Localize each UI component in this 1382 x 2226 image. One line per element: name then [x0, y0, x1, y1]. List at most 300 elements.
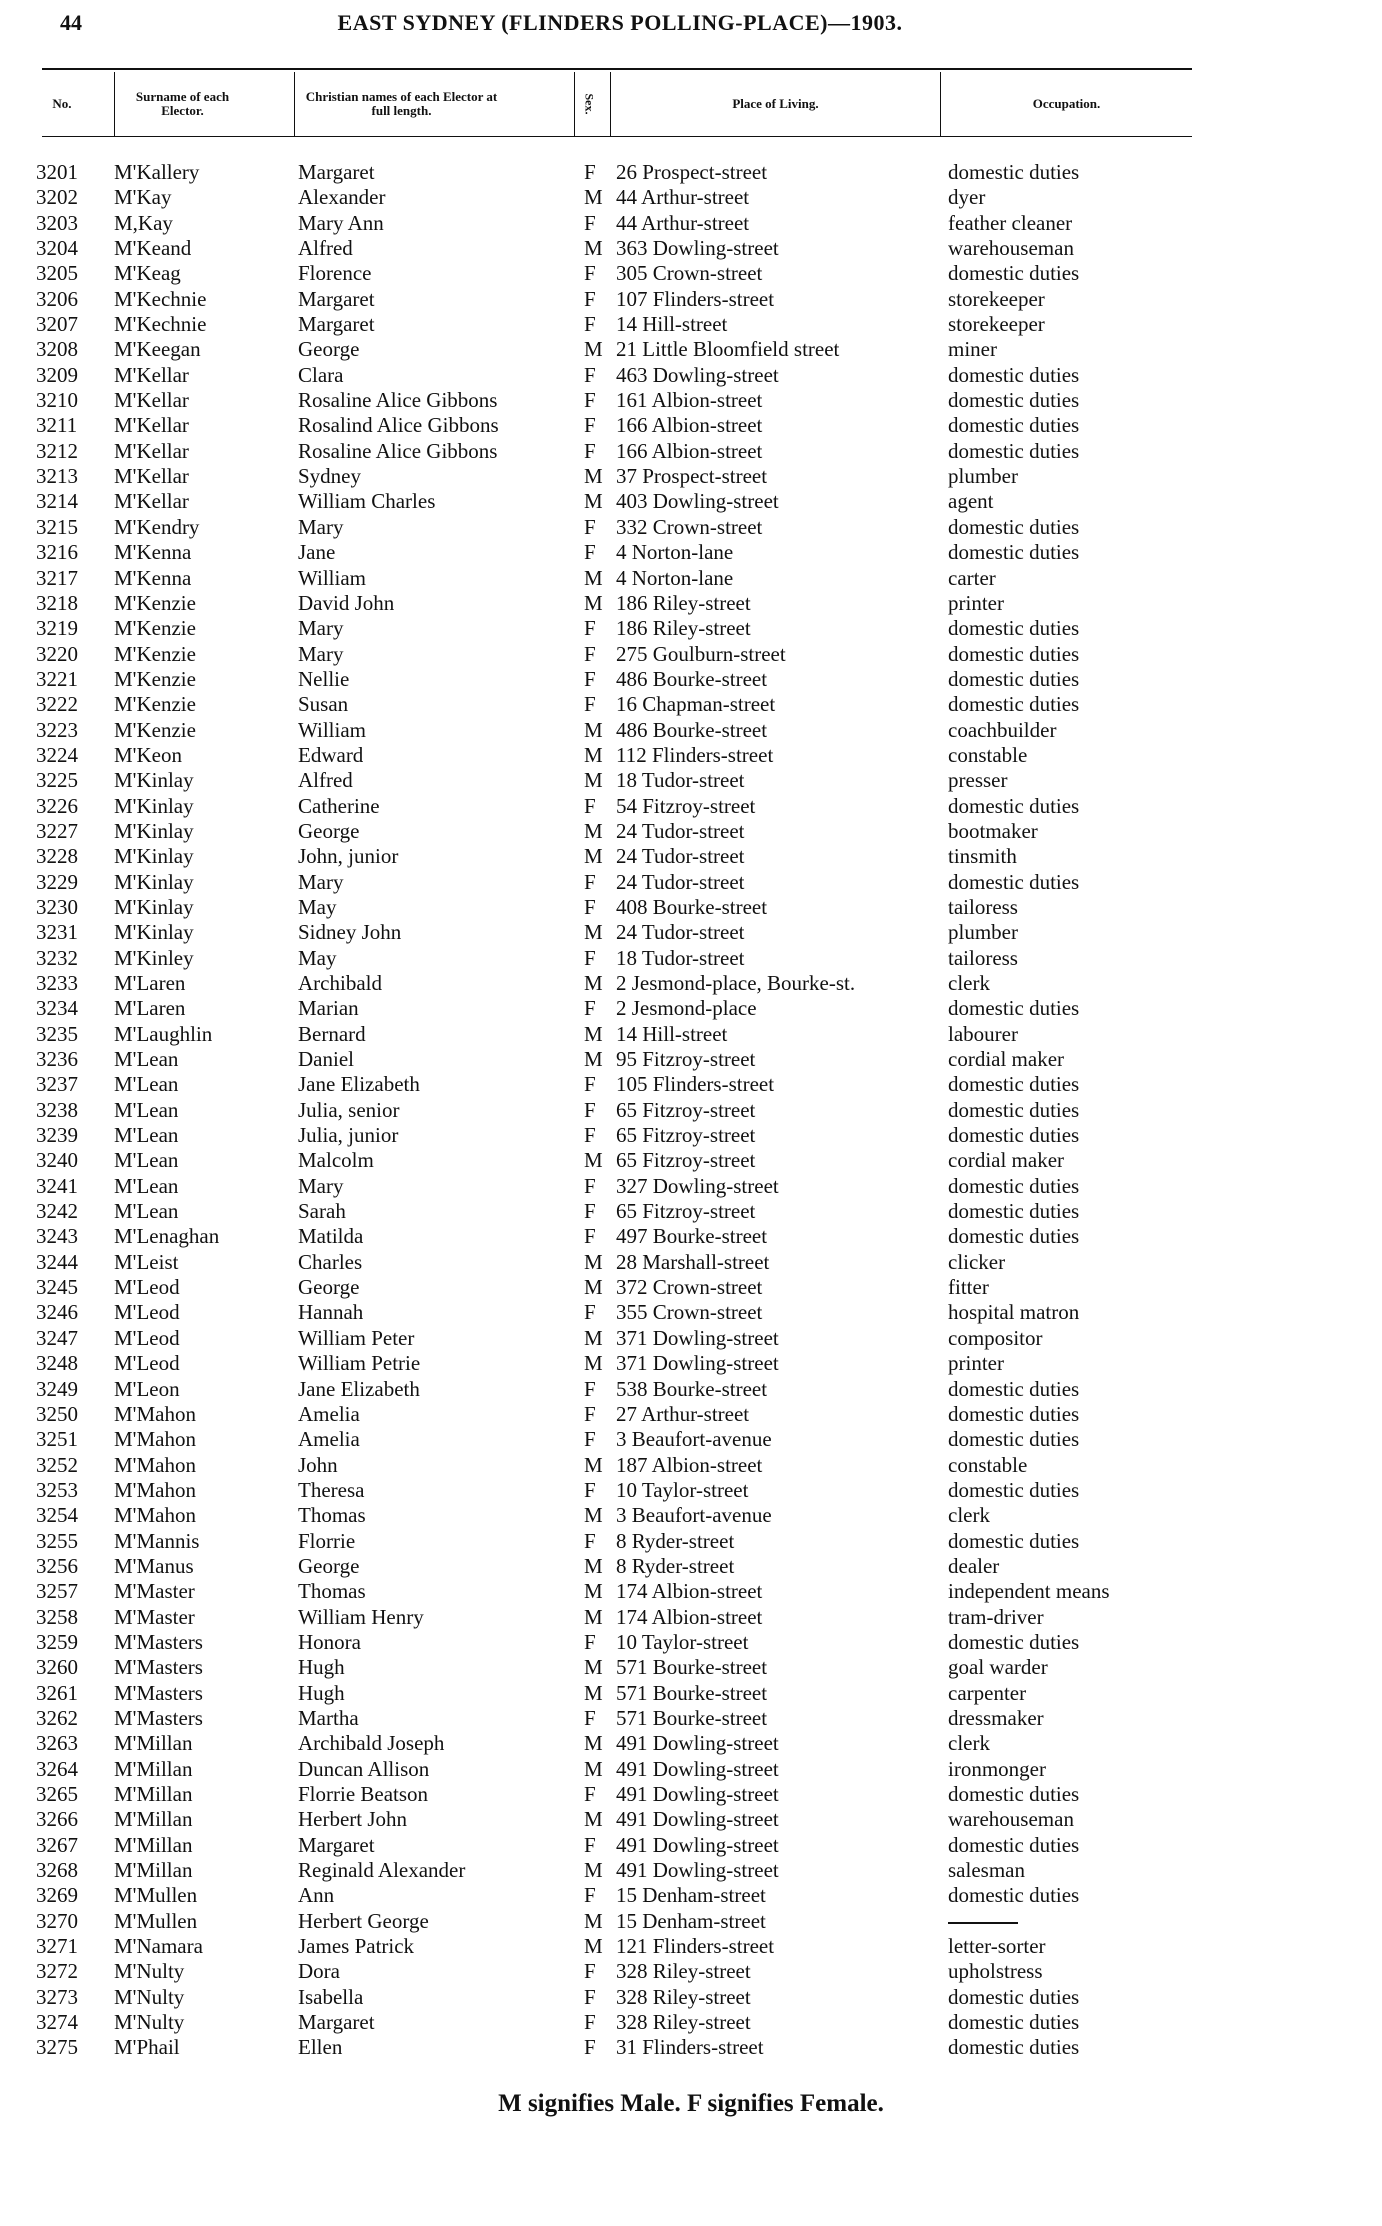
elector-christian-names: Martha — [298, 1705, 359, 1730]
elector-sex: F — [584, 312, 596, 337]
elector-occupation: domestic duties — [948, 1376, 1080, 1401]
elector-christian-names: Sarah — [298, 1199, 346, 1224]
elector-number: 3212 — [36, 438, 78, 463]
elector-occupation: clerk — [948, 1731, 990, 1756]
elector-number: 3222 — [36, 692, 78, 717]
elector-place-of-living: 10 Taylor-street — [616, 1629, 749, 1654]
elector-surname: M'Masters — [114, 1655, 203, 1680]
elector-number: 3269 — [36, 1883, 78, 1908]
table-row — [0, 287, 1382, 312]
elector-christian-names: William Peter — [298, 1325, 415, 1350]
elector-christian-names: Jane Elizabeth — [298, 1072, 420, 1097]
elector-occupation: bootmaker — [948, 818, 1038, 843]
elector-place-of-living: 328 Riley-street — [616, 2010, 751, 2035]
elector-occupation: domestic duties — [948, 1984, 1080, 2009]
elector-surname: M'Kellar — [114, 438, 189, 463]
elector-sex: F — [584, 1376, 596, 1401]
elector-christian-names: Marian — [298, 996, 359, 1021]
elector-surname: M'Leod — [114, 1325, 180, 1350]
elector-christian-names: Bernard — [298, 1021, 366, 1046]
elector-christian-names: Hugh — [298, 1655, 345, 1680]
elector-place-of-living: 24 Tudor-street — [616, 869, 745, 894]
elector-occupation: domestic duties — [948, 666, 1080, 691]
elector-sex: M — [584, 185, 603, 210]
footer-legend: M signifies Male. F signifies Female. — [498, 2090, 884, 2117]
table-row — [0, 261, 1382, 286]
elector-sex: F — [584, 692, 596, 717]
elector-surname: M'Keegan — [114, 337, 201, 362]
elector-surname: M'Masters — [114, 1680, 203, 1705]
elector-surname: M'Nulty — [114, 1959, 185, 1984]
elector-surname: M'Laren — [114, 996, 186, 1021]
elector-occupation: domestic duties — [948, 1401, 1080, 1426]
elector-occupation: salesman — [948, 1858, 1025, 1883]
elector-surname: M'Kenzie — [114, 616, 196, 641]
elector-sex: M — [584, 1047, 603, 1072]
elector-christian-names: William Henry — [298, 1604, 424, 1629]
elector-christian-names: Jane — [298, 540, 336, 565]
elector-surname: M'Mahon — [114, 1477, 196, 1502]
elector-number: 3214 — [36, 489, 78, 514]
elector-christian-names: George — [298, 818, 360, 843]
blank-dash — [948, 1922, 1018, 1924]
elector-sex: F — [584, 2010, 596, 2035]
elector-occupation: cordial maker — [948, 1047, 1065, 1072]
elector-place-of-living: 112 Flinders-street — [616, 742, 774, 767]
elector-place-of-living: 24 Tudor-street — [616, 818, 745, 843]
elector-christian-names: William — [298, 717, 366, 742]
table-row — [0, 566, 1382, 591]
elector-occupation: dyer — [948, 185, 986, 210]
elector-number: 3249 — [36, 1376, 78, 1401]
elector-sex: F — [584, 388, 596, 413]
elector-sex: F — [584, 1477, 596, 1502]
elector-christian-names: Sydney — [298, 464, 361, 489]
elector-number: 3219 — [36, 616, 78, 641]
elector-place-of-living: 408 Bourke-street — [616, 894, 768, 919]
elector-place-of-living: 18 Tudor-street — [616, 768, 745, 793]
elector-place-of-living: 8 Ryder-street — [616, 1553, 735, 1578]
elector-surname: M'Kellar — [114, 362, 189, 387]
elector-surname: M'Kinlay — [114, 793, 194, 818]
elector-christian-names: Thomas — [298, 1579, 366, 1604]
elector-christian-names: Archibald — [298, 971, 382, 995]
elector-christian-names: Clara — [298, 362, 344, 387]
elector-place-of-living: 107 Flinders-street — [616, 286, 775, 311]
elector-sex: F — [584, 413, 596, 438]
elector-number: 3252 — [36, 1452, 78, 1477]
elector-occupation: domestic duties — [948, 1173, 1080, 1198]
elector-number: 3228 — [36, 844, 78, 869]
elector-occupation: domestic duties — [948, 793, 1080, 818]
elector-occupation: letter-sorter — [948, 1934, 1046, 1959]
elector-number: 3215 — [36, 514, 78, 539]
elector-sex: M — [584, 1934, 603, 1959]
elector-place-of-living: 3 Beaufort-avenue — [616, 1427, 772, 1452]
elector-place-of-living: 21 Little Bloomfield street — [616, 337, 840, 362]
elector-surname: M'Kellar — [114, 388, 189, 413]
elector-occupation: domestic duties — [948, 2010, 1080, 2035]
elector-place-of-living: 187 Albion-street — [616, 1452, 763, 1477]
elector-sex: F — [584, 210, 596, 235]
elector-surname: M'Manus — [114, 1553, 194, 1578]
elector-occupation: warehouseman — [948, 1807, 1074, 1832]
elector-sex: M — [584, 337, 603, 362]
table-row — [0, 819, 1382, 844]
table-row — [0, 692, 1382, 717]
table-row — [0, 1123, 1382, 1148]
elector-number: 3275 — [36, 2035, 78, 2060]
elector-place-of-living: 14 Hill-street — [616, 312, 728, 337]
elector-occupation: domestic duties — [948, 1224, 1080, 1249]
table-row — [0, 768, 1382, 793]
elector-christian-names: Margaret — [298, 312, 375, 337]
elector-place-of-living: 65 Fitzroy-street — [616, 1097, 756, 1122]
elector-surname: M'Namara — [114, 1934, 203, 1959]
elector-occupation: carter — [948, 565, 996, 590]
elector-number: 3220 — [36, 641, 78, 666]
table-row — [0, 236, 1382, 261]
page-number: 44 — [60, 10, 82, 35]
elector-number: 3231 — [36, 920, 78, 945]
elector-place-of-living: 54 Fitzroy-street — [616, 793, 756, 818]
elector-sex: F — [584, 996, 596, 1021]
elector-occupation: feather cleaner — [948, 210, 1073, 235]
elector-occupation: domestic duties — [948, 616, 1080, 641]
elector-sex: F — [584, 869, 596, 894]
elector-sex: M — [584, 1452, 603, 1477]
table-row — [0, 895, 1382, 920]
elector-number: 3229 — [36, 869, 78, 894]
table-row — [0, 1300, 1382, 1325]
elector-christian-names: Duncan Allison — [298, 1756, 430, 1781]
table-row — [0, 1959, 1382, 1984]
elector-surname: M'Mahon — [114, 1401, 196, 1426]
table-row — [0, 1934, 1382, 1959]
table-row — [0, 1731, 1382, 1756]
elector-surname: M'Millan — [114, 1756, 193, 1781]
elector-place-of-living: 571 Bourke-street — [616, 1705, 768, 1730]
elector-sex: M — [584, 1275, 603, 1300]
elector-sex: M — [584, 1553, 603, 1578]
elector-sex: M — [584, 742, 603, 767]
table-row — [0, 1174, 1382, 1199]
elector-surname: M'Millan — [114, 1731, 193, 1756]
elector-place-of-living: 44 Arthur-street — [616, 210, 750, 235]
elector-place-of-living: 8 Ryder-street — [616, 1528, 735, 1553]
elector-surname: M'Kinlay — [114, 818, 194, 843]
elector-number: 3255 — [36, 1528, 78, 1553]
elector-number: 3253 — [36, 1477, 78, 1502]
table-row — [0, 1072, 1382, 1097]
elector-christian-names: Alfred — [298, 236, 353, 261]
elector-number: 3271 — [36, 1934, 78, 1959]
elector-occupation: upholstress — [948, 1959, 1043, 1984]
elector-number: 3257 — [36, 1579, 78, 1604]
elector-place-of-living: 95 Fitzroy-street — [616, 1047, 756, 1072]
elector-surname: M'Kenzie — [114, 717, 196, 742]
elector-christian-names: Archibald Joseph — [298, 1731, 445, 1756]
elector-christian-names: Mary — [298, 641, 344, 666]
elector-place-of-living: 571 Bourke-street — [616, 1680, 768, 1705]
elector-christian-names: Rosaline Alice Gibbons — [298, 438, 498, 463]
table-row — [0, 794, 1382, 819]
elector-christian-names: Rosalind Alice Gibbons — [298, 413, 499, 438]
elector-occupation: dressmaker — [948, 1705, 1044, 1730]
elector-sex: F — [584, 362, 596, 387]
elector-surname: M'Kay — [114, 185, 172, 210]
elector-number: 3245 — [36, 1275, 78, 1300]
elector-occupation: domestic duties — [948, 1477, 1080, 1502]
elector-occupation: plumber — [948, 464, 1018, 489]
elector-sex: M — [584, 1908, 603, 1933]
elector-christian-names: George — [298, 337, 360, 362]
table-row — [0, 1326, 1382, 1351]
elector-surname: M'Nulty — [114, 2010, 185, 2035]
elector-christian-names: Reginald Alexander — [298, 1858, 466, 1883]
elector-number: 3248 — [36, 1351, 78, 1376]
elector-number: 3223 — [36, 717, 78, 742]
elector-number: 3225 — [36, 768, 78, 793]
elector-surname: M'Leist — [114, 1249, 179, 1274]
elector-occupation: plumber — [948, 920, 1018, 945]
elector-sex: F — [584, 793, 596, 818]
elector-sex: F — [584, 1959, 596, 1984]
elector-number: 3264 — [36, 1756, 78, 1781]
elector-place-of-living: 27 Arthur-street — [616, 1401, 750, 1426]
elector-place-of-living: 491 Dowling-street — [616, 1782, 779, 1806]
elector-surname: M'Mahon — [114, 1452, 196, 1477]
elector-christian-names: James Patrick — [298, 1934, 415, 1959]
table-row — [0, 996, 1382, 1021]
elector-surname: M'Kellar — [114, 489, 189, 514]
elector-occupation: tinsmith — [948, 844, 1017, 869]
elector-place-of-living: 44 Arthur-street — [616, 185, 750, 210]
elector-surname: M'Kinley — [114, 945, 194, 970]
elector-number: 3256 — [36, 1553, 78, 1578]
elector-occupation: constable — [948, 1452, 1028, 1477]
elector-surname: M'Mannis — [114, 1528, 200, 1553]
elector-place-of-living: 491 Dowling-street — [616, 1756, 779, 1781]
elector-number: 3250 — [36, 1401, 78, 1426]
elector-place-of-living: 65 Fitzroy-street — [616, 1123, 756, 1148]
elector-christian-names: Julia, junior — [298, 1123, 399, 1148]
elector-place-of-living: 15 Denham-street — [616, 1883, 766, 1908]
elector-occupation: domestic duties — [948, 261, 1080, 286]
elector-number: 3240 — [36, 1148, 78, 1173]
elector-sex: M — [584, 768, 603, 793]
elector-occupation: ironmonger — [948, 1756, 1046, 1781]
table-row — [0, 1402, 1382, 1427]
elector-number: 3227 — [36, 818, 78, 843]
elector-sex: M — [584, 1148, 603, 1173]
elector-surname: M'Kinlay — [114, 894, 194, 919]
elector-number: 3260 — [36, 1655, 78, 1680]
elector-surname: M'Millan — [114, 1807, 193, 1832]
elector-christian-names: Alexander — [298, 185, 386, 210]
elector-surname: M'Leod — [114, 1300, 180, 1325]
table-row — [0, 1681, 1382, 1706]
elector-occupation: presser — [948, 768, 1008, 793]
elector-place-of-living: 16 Chapman-street — [616, 692, 776, 717]
elector-place-of-living: 332 Crown-street — [616, 514, 763, 539]
elector-sex: F — [584, 1705, 596, 1730]
elector-occupation: domestic duties — [948, 388, 1080, 413]
elector-sex: M — [584, 1731, 603, 1756]
elector-sex: M — [584, 818, 603, 843]
elector-surname: M'Leod — [114, 1351, 180, 1376]
elector-christian-names: Thomas — [298, 1503, 366, 1528]
elector-surname: M'Kenzie — [114, 590, 196, 615]
elector-occupation: storekeeper — [948, 286, 1045, 311]
elector-sex: M — [584, 1579, 603, 1604]
table-row — [0, 1148, 1382, 1173]
elector-place-of-living: 403 Dowling-street — [616, 489, 779, 514]
elector-number: 3230 — [36, 894, 78, 919]
table-row — [0, 1047, 1382, 1072]
elector-number: 3266 — [36, 1807, 78, 1832]
elector-christian-names: Herbert George — [298, 1908, 429, 1933]
elector-number: 3217 — [36, 565, 78, 590]
elector-place-of-living: 4 Norton-lane — [616, 565, 734, 590]
elector-christian-names: Mary Ann — [298, 210, 384, 235]
elector-surname: M'Keand — [114, 236, 192, 261]
elector-number: 3251 — [36, 1427, 78, 1452]
elector-christian-names: Daniel — [298, 1047, 354, 1072]
elector-sex: M — [584, 1249, 603, 1274]
elector-sex: M — [584, 1858, 603, 1883]
elector-place-of-living: 372 Crown-street — [616, 1275, 763, 1300]
table-row — [0, 388, 1382, 413]
elector-place-of-living: 31 Flinders-street — [616, 2035, 764, 2060]
elector-sex: F — [584, 1401, 596, 1426]
elector-christian-names: Edward — [298, 742, 364, 767]
elector-occupation: domestic duties — [948, 413, 1080, 438]
table-row — [0, 1275, 1382, 1300]
elector-sex: M — [584, 1756, 603, 1781]
table-row — [0, 1655, 1382, 1680]
elector-place-of-living: 37 Prospect-street — [616, 464, 768, 489]
elector-christian-names: Nellie — [298, 666, 350, 691]
table-row — [0, 2010, 1382, 2035]
elector-number: 3218 — [36, 590, 78, 615]
elector-sex: F — [584, 616, 596, 641]
elector-surname: M,Kay — [114, 210, 173, 235]
elector-sex: F — [584, 945, 596, 970]
elector-number: 3213 — [36, 464, 78, 489]
elector-number: 3221 — [36, 666, 78, 691]
elector-place-of-living: 538 Bourke-street — [616, 1376, 768, 1401]
elector-sex: F — [584, 2035, 596, 2060]
table-row — [0, 1858, 1382, 1883]
elector-occupation: domestic duties — [948, 438, 1080, 463]
elector-occupation: domestic duties — [948, 641, 1080, 666]
table-row — [0, 1224, 1382, 1249]
elector-sex: F — [584, 641, 596, 666]
elector-christian-names: George — [298, 1275, 360, 1300]
elector-number: 3273 — [36, 1984, 78, 2009]
elector-sex: M — [584, 1021, 603, 1046]
elector-christian-names: May — [298, 894, 337, 919]
elector-christian-names: Honora — [298, 1629, 361, 1654]
elector-place-of-living: 497 Bourke-street — [616, 1224, 768, 1249]
page-header — [40, 10, 1200, 42]
elector-place-of-living: 105 Flinders-street — [616, 1072, 775, 1097]
elector-christian-names: Florrie Beatson — [298, 1782, 429, 1806]
elector-number: 3239 — [36, 1123, 78, 1148]
elector-place-of-living: 28 Marshall-street — [616, 1249, 770, 1274]
elector-occupation: domestic duties — [948, 2035, 1080, 2060]
column-header-christian-names: Christian names of each Elector at full length. — [294, 72, 508, 136]
elector-occupation: clicker — [948, 1249, 1006, 1274]
elector-occupation: printer — [948, 1351, 1004, 1376]
table-row — [0, 1503, 1382, 1528]
elector-christian-names: Rosaline Alice Gibbons — [298, 388, 498, 413]
table-row — [0, 920, 1382, 945]
elector-place-of-living: 491 Dowling-street — [616, 1731, 779, 1756]
elector-number: 3272 — [36, 1959, 78, 1984]
table-row — [0, 870, 1382, 895]
elector-occupation: dealer — [948, 1553, 1000, 1578]
elector-christian-names: George — [298, 1553, 360, 1578]
elector-sex: M — [584, 1655, 603, 1680]
elector-place-of-living: 2 Jesmond-place — [616, 996, 757, 1021]
elector-number: 3270 — [36, 1908, 78, 1933]
table-row — [0, 337, 1382, 362]
table-row — [0, 1250, 1382, 1275]
elector-christian-names: Margaret — [298, 286, 375, 311]
elector-sex: F — [584, 1097, 596, 1122]
elector-sex: F — [584, 438, 596, 463]
elector-surname: M'Kellar — [114, 464, 189, 489]
elector-occupation: domestic duties — [948, 1883, 1080, 1908]
elector-sex: F — [584, 1123, 596, 1148]
elector-christian-names: Herbert John — [298, 1807, 408, 1832]
elector-occupation: domestic duties — [948, 692, 1080, 717]
elector-surname: M'Lean — [114, 1123, 179, 1148]
elector-surname: M'Leod — [114, 1275, 180, 1300]
elector-occupation: domestic duties — [948, 1123, 1080, 1148]
elector-number: 3203 — [36, 210, 78, 235]
elector-number: 3206 — [36, 286, 78, 311]
elector-surname: M'Laughlin — [114, 1021, 213, 1046]
elector-number: 3209 — [36, 362, 78, 387]
table-row — [0, 439, 1382, 464]
elector-surname: M'Mahon — [114, 1503, 196, 1528]
elector-place-of-living: 186 Riley-street — [616, 616, 751, 641]
column-header-no: No. — [52, 96, 72, 111]
elector-sex: F — [584, 1300, 596, 1325]
table-row — [0, 1883, 1382, 1908]
elector-sex: F — [584, 1629, 596, 1654]
elector-number: 3202 — [36, 185, 78, 210]
table-row — [0, 1529, 1382, 1554]
elector-christian-names: John, junior — [298, 844, 399, 869]
elector-number: 3210 — [36, 388, 78, 413]
elector-surname: M'Keag — [114, 261, 181, 286]
elector-occupation: domestic duties — [948, 1199, 1080, 1224]
elector-occupation: coachbuilder — [948, 717, 1057, 742]
table-row — [0, 1453, 1382, 1478]
table-row — [0, 946, 1382, 971]
elector-place-of-living: 486 Bourke-street — [616, 666, 768, 691]
elector-number: 3254 — [36, 1503, 78, 1528]
elector-place-of-living: 174 Albion-street — [616, 1579, 763, 1604]
table-row — [0, 1605, 1382, 1630]
column-header-occupation: Occupation. — [940, 72, 1192, 136]
elector-christian-names: Margaret — [298, 2010, 375, 2035]
elector-place-of-living: 3 Beaufort-avenue — [616, 1503, 772, 1528]
